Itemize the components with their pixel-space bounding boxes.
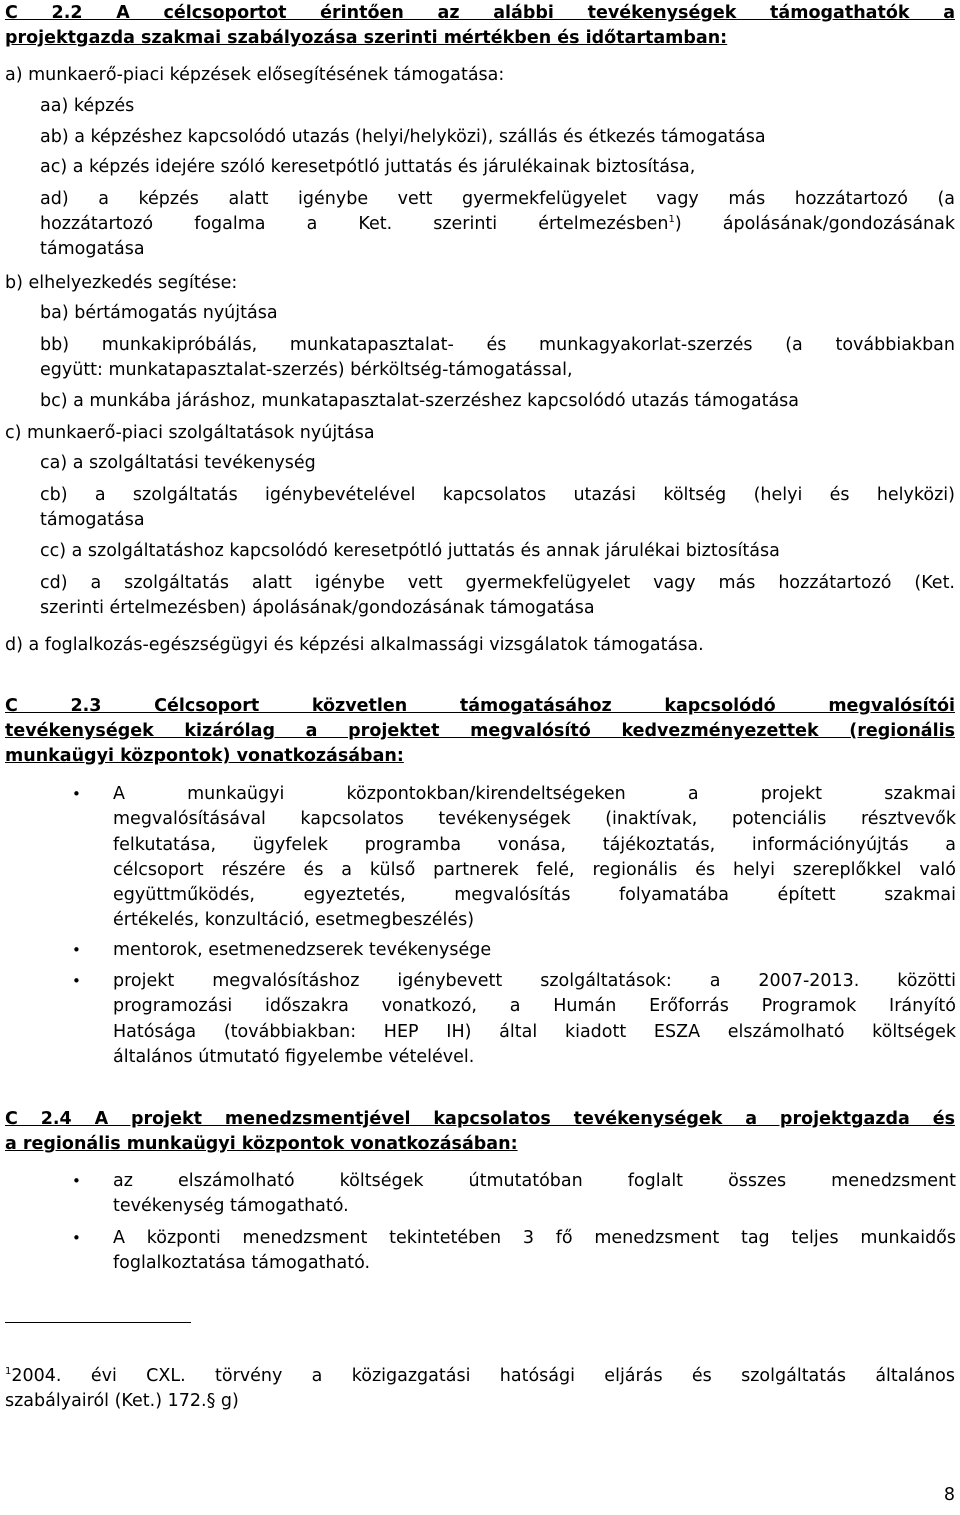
text-line: az elszámolható költségek útmutatóban foglalt összes menedzsment: [113, 1171, 956, 1191]
text-line: A munkaügyi központokban/kirendeltségeken a projekt szakmai: [113, 784, 956, 804]
list-item: ab) a képzéshez kapcsolódó utazás (helyi/helyközi), szállás és étkezés támogatása: [40, 127, 766, 147]
list-item: a) munkaerő-piaci képzések elősegítésének támogatása:: [5, 65, 505, 85]
list-item: bb) munkakipróbálás, munkatapasztalat- és munkagyakorlat-szerzés (a továbbiakban: [40, 335, 955, 355]
list-item: c) munkaerő-piaci szolgáltatások nyújtása: [5, 423, 375, 443]
bullet-item: [72, 938, 956, 963]
footnote-text: [5, 1364, 955, 1389]
section-heading: C 2.4 A projekt menedzsmentjével kapcsolatos tevékenységek a projektgazda és: [5, 1109, 955, 1129]
text-line: foglalkoztatása támogatható.: [113, 1253, 371, 1274]
footnote-text: szabályairól (Ket.) 172.§ g): [5, 1391, 239, 1411]
list-item: cb) a szolgáltatás igénybevételével kapcsolatos utazási költség (helyi és helyközi): [40, 485, 955, 505]
footnote-ref[interactable]: 1: [668, 214, 675, 226]
section-heading: tevékenységek kizárólag a projektet megvalósító kedvezményezettek (regionális: [5, 721, 955, 741]
bullet-icon: •: [72, 1229, 81, 1247]
bullet-icon: •: [72, 941, 81, 959]
section-heading: munkaügyi központok) vonatkozásában:: [5, 746, 404, 766]
bullet-icon: •: [72, 972, 81, 990]
list-item: b) elhelyezkedés segítése:: [5, 273, 238, 293]
text: ) ápolásának/gondozásának: [674, 214, 956, 234]
section-heading: C 2.3 Célcsoport közvetlen támogatásához kapcsolódó megvalósítói: [5, 696, 955, 716]
section-heading: C 2.2 A célcsoportot érintően az alábbi tevékenységek támogathatók a: [5, 3, 955, 23]
text-line: célcsoport részére és a külső partnerek felé, regionális és helyi szereplőkkel való: [113, 859, 956, 880]
list-item: ba) bértámogatás nyújtása: [40, 303, 278, 323]
list-item: [40, 212, 955, 237]
page-number: 8: [943, 1485, 955, 1505]
bullet-item: [72, 782, 956, 934]
list-item: együtt: munkatapasztalat-szerzés) bérköltség-támogatással,: [40, 360, 573, 380]
text-line: mentorok, esetmenedzserek tevékenysége: [113, 940, 492, 960]
text-line: értékelés, konzultáció, esetmegbeszélés): [113, 910, 475, 931]
list-item: támogatása: [40, 239, 145, 259]
bullet-item: [72, 969, 956, 1070]
bullet-item: [72, 1169, 956, 1220]
list-item: szerinti értelmezésben) ápolásának/gondozásának támogatása: [40, 598, 595, 618]
text: hozzátartozó fogalma a Ket. szerinti értelmezésben: [40, 214, 669, 234]
bullet-item: [72, 1226, 956, 1277]
list-item: ca) a szolgáltatási tevékenység: [40, 453, 316, 473]
text-line: A központi menedzsment tekintetében 3 fő menedzsment tag teljes munkaidős: [113, 1228, 956, 1248]
bullet-icon: •: [72, 1172, 81, 1190]
list-item: ad) a képzés alatt igénybe vett gyermekfelügyelet vagy más hozzátartozó (a: [40, 189, 955, 209]
bullet-icon: •: [72, 785, 81, 803]
section-heading: a regionális munkaügyi központok vonatkozásában:: [5, 1134, 518, 1154]
text-line: együttműködés, egyeztetés, megvalósítás folyamatába épített szakmai: [113, 885, 956, 906]
list-item: cc) a szolgáltatáshoz kapcsolódó keresetpótló juttatás és annak járulékai biztosítása: [40, 541, 780, 561]
footnote-divider: [5, 1322, 191, 1323]
text-line: tevékenység támogatható.: [113, 1196, 349, 1217]
list-item: cd) a szolgáltatás alatt igénybe vett gyermekfelügyelet vagy más hozzátartozó (Ket.: [40, 573, 955, 593]
footnote-mark: 1: [5, 1366, 12, 1378]
section-heading: projektgazda szakmai szabályozása szerinti mértékben és időtartamban:: [5, 28, 728, 48]
text-line: programozási időszakra vonatkozó, a Humán Erőforrás Programok Irányító: [113, 996, 956, 1017]
list-item: d) a foglalkozás-egészségügyi és képzési alkalmassági vizsgálatok támogatása.: [5, 635, 704, 655]
list-item: ac) a képzés idejére szóló keresetpótló juttatás és járulékainak biztosítása,: [40, 157, 696, 177]
list-item: aa) képzés: [40, 96, 135, 116]
text: 2004. évi CXL. törvény a közigazgatási hatósági eljárás és szolgáltatás általános: [11, 1366, 955, 1386]
text-line: általános útmutató figyelembe vételével.: [113, 1046, 475, 1067]
text-line: felkutatása, ügyfelek programba vonása, tájékoztatás, információnyújtás a: [113, 834, 956, 855]
text-line: projekt megvalósításhoz igénybevett szolgáltatások: a 2007-2013. közötti: [113, 971, 956, 991]
text-line: megvalósításával kapcsolatos tevékenységek (inaktívak, potenciális résztvevők: [113, 809, 956, 830]
list-item: bc) a munkába járáshoz, munkatapasztalat-szerzéshez kapcsolódó utazás támogatása: [40, 391, 800, 411]
list-item: támogatása: [40, 510, 145, 530]
text-line: Hatósága (továbbiakban: HEP IH) által kiadott ESZA elszámolható költségek: [113, 1021, 956, 1042]
